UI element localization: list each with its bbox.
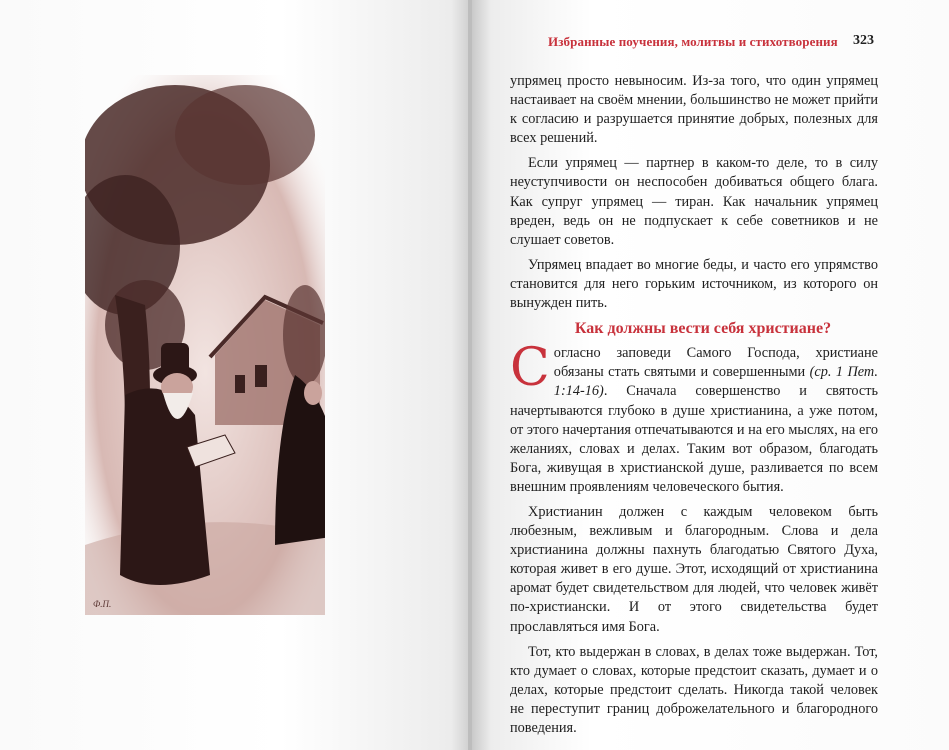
paragraph-6: Тот, кто выдержан в словах, в делах тоже выдержан. Тот, кто думает о словах, которые предстоит сказать, думает и о делах, которые предстоит сделать. Никогда такой человек не переступит границ доброжелательного и благородного поведения. — [510, 643, 878, 736]
running-title: Избранные поучения, молитвы и стихотворения — [548, 34, 838, 49]
illustration-signature: Ф.П. — [93, 599, 112, 609]
monk-illustration — [85, 75, 325, 615]
paragraph-5: Христианин должен с каждым человеком быть любезным, вежливым и благородным. Слова и дела христианина должны пахнуть благодатью Святого Духа, которая живет в его душе. Этот, исходящий от христианина аромат будет свидетельством для людей, что человек живёт по-христиански. И от этого свидетельства будет прославляться имя Бога. — [510, 503, 878, 635]
left-page — [0, 0, 470, 750]
paragraph-4-end: . Сначала совершенство и святость начертываются глубоко в душе христианина, а уже потом, от этого начертания отпечатываются и на его мыслях, на его желаниях, словах и делах. Таким вот образом, благодать Бога, живущая в христианской душе, разливается по всем внешним проявлениям человеческого бытия. — [510, 383, 878, 495]
drop-cap: С — [510, 338, 550, 399]
paragraph-2: Если упрямец — партнер в каком-то деле, то в силу неуступчивости он неспособен добиваться общего блага. Как супруг упрямец — тиран. Как начальник упрямец вреден, ведь он не подпускает к себе советников и не слушает советов. — [510, 155, 878, 248]
paragraph-3: Упрямец впадает во многие беды, и часто его упрямство становится для него горьким источником, из которого он вынужден пить. — [510, 256, 878, 312]
paragraph-1: упрямец просто невыносим. Из-за того, что один упрямец настаивает на своём мнении, большинство не может прийти к согласию и разрушается принятие добрых, полезных для всех решений. — [510, 73, 878, 147]
scripture-reference: (ср. 1 Пет. 1:14-16) — [553, 364, 879, 400]
page-number: 323 — [853, 33, 874, 48]
paragraph-4-start: огласно заповеди Самого Господа, христиане обязаны стать святыми и совершенными — [553, 345, 878, 381]
paragraph-4 — [510, 338, 879, 497]
page-text — [510, 72, 878, 744]
section-heading: Как должны вести себя христиане? — [574, 320, 832, 338]
